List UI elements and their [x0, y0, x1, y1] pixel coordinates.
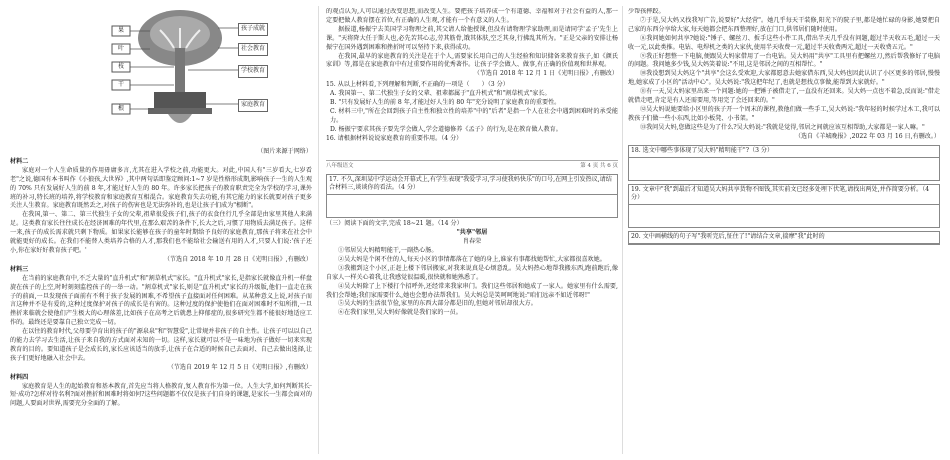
answer-box-19[interactable]: [629, 205, 939, 227]
story-para-5: ⑤吴大妈的生活很节俭,家里的东西大部分都是旧的,但她对邻居却很大方。: [338, 300, 537, 308]
footer-page-number: 第 4 页 共 6 页: [580, 162, 618, 169]
page-footer: [326, 160, 618, 171]
question-15-option-b: B. "只有发展好人生的前 8 年,才能过好人生的 80 年"充分说明了家庭教育的重要性。: [330, 99, 561, 107]
question-16: 16. 请根据材料说说家庭教育的重要作用。（4 分）: [326, 134, 463, 142]
label-school-education: 学校教育: [238, 65, 268, 78]
material-3-para-1: 在当前的家庭教育中,不乏大量的"直升机式"和"割草机式"家长。"直升机式"家长,是指家长就像直升机一样盘旋在孩子的上空,时时刻刻监控孩子的一举一动。"割草机式"家长,则是"直升机式"家长的升级版,他们一直走在孩子的前面,一旦发现孩子面前有不利于孩子发展的困难,不希望孩子直接面对任何困难。从某种意义上说,对孩子而言这种并不是有爱的,这种过度保护对孩子的成长是有害的。这种过度的保护使他们在面对困难时不知所措,一旦挫折来临就会使他们产生极大的心理落差,比如孩子在高考之后就患上抑郁症的,很多研究生都不能很好地适应工作的。最终还是要靠自己独立完成一切。: [10, 274, 312, 327]
material-4-para-2: 据报道,杨振宁去美国学习物理之前,其父请人给他授课,但没有请物理学家助理,而是请同学'孟子'先生上课。"天将降大任于斯人也,必先苦其心志,劳其筋骨,饿其体肤,空乏其身,行拂乱其所为。"正是父亲的安排让杨振宁在国外遇到困难和挫折时可以坚持下来,获得成功。: [326, 25, 618, 51]
question-19-box: [628, 184, 940, 229]
question-20-box: [628, 231, 940, 245]
question-17: 17. 不久,深圳某中学运动会开幕式上,有学生表现"我爱学习,学习使我妈快乐"的口号,在网上引发热议,请结合材料三,谈谈你的看法。（4 分）: [327, 175, 617, 196]
material-4-para-3: 在我国,最早的家庭教育的关注是在于个人,需要家长用自己的人生经验和知识储备来教育孩子,如《颜氏家训》等,都是在家庭教育中有过重要作用的优秀著作。让孩子学会做人、做事,有正确的价值观和世界观。: [326, 52, 618, 69]
story-para-10: ⑩我没想到吴大妈这个"共享"会这么受欢迎,大家都愿意去她家借东西,吴大妈也因此认识了小区更多的邻居,慢慢地,她家成了小区的"活动中心"。吴大妈说:"我这把年纪了,也就是想找点事做,能帮到大家就好。": [628, 70, 940, 87]
question-18: 18. 选文中哪些事体现了吴大妈"精明能干"?（3 分）: [629, 146, 939, 158]
answer-box-17[interactable]: [327, 195, 617, 217]
story-para-13: ⑬我问吴大妈,您做这些是为了什么?吴大妈说:"我就是觉得,邻居之间就应该互相帮助,大家都是一家人嘛。": [640, 123, 925, 131]
story-para-8: ⑧我问她如何共享?她说:"锤子、螺丝刀、扳手这些小件工具,借出半天几乎没有问题,超过半天收五毛,超过一天收一元,以此类推。电钻、电焊机之类的大家伙,使用半天收费一元,超过半天收费两元,超过一天收费五元。": [628, 34, 940, 51]
story-continued: 少帮孩摔跤。: [628, 8, 665, 15]
material-3-source: （节选自 2019 年 12 月 5 日《光明日报》,有删改）: [167, 363, 312, 371]
label-family-education: 家庭教育: [238, 99, 268, 112]
material-4-title: 材料四: [10, 373, 29, 381]
answer-box-18[interactable]: [629, 158, 939, 180]
education-tree-figure: [98, 8, 288, 148]
question-15-option-d: D. 杨振宁要求其孩子要先学会做人,学会道德修养《孟子》的行为,是在教育做人教育。: [330, 125, 562, 133]
story-author: 肖春荣: [462, 238, 482, 246]
material-4-para-1: 家庭教育是人生的起始教育和基本教育,首先应当将人格教育,复人教育作为第一位。人生大学,如何判断其长·短·成功?怎样对待名利?面对挫折和困难时将如何?这些问题都不仅仅是孩子们自身的课题,是家长一生都会面对的问题,人要面对世界,需要充分全面的了解。: [10, 382, 312, 408]
material-4-source: （节选自 2018 年 12 月 1 日《光明日报》,有删改）: [473, 70, 618, 78]
story-para-7: ⑦于是,吴大妈又找我写广告,说要好"大经营"。她几乎每天干装修,阳光下的院子里,都是她忙碌的身影,她要把自己家的东西分享给大家,每天她都会把东西整理好,放在门口,供邻居们随时使用。: [628, 16, 940, 33]
column-left: [10, 8, 312, 454]
tree-label-fruit: 果: [117, 27, 124, 34]
material-2-para-1: 家庭对一个人生命质量的作用毋庸多言,尤其在进入学校之前,功能更大。对此,中国人有"三岁看大,七岁看老"之说,德国有本书叫作《小狼孩,大世界》,其中两句话即鉴定顾问:1~7 岁是性格形成期,影响孩子一生的人生观的 70% 只有发展好人生的前 8 年,才能过好人生的 80 年。许多家长把孩子的教育职责完全为学校的学习,课外班的补习,特长班的培养,将学校教育和家庭教育互相混合。家庭教育失去功能,有其它能力的家长就要对孩子更多关注人生教育。家庭教育既然丢之,对孩子的伤害也是无法弥补的,也是让孩子们成为"根断"。: [10, 166, 312, 210]
story-title: "共享"邻居: [456, 229, 488, 237]
figure-caption: （图片来源于网络）: [257, 148, 312, 155]
story-para-11: ⑪有一天,吴大妈家里出来一个问题:她的一把锤子被借走了,一直没有还回来。吴大妈一点也不着急,反而说:"借走就借走吧,肯定是有人还需要用,等用完了会还回来的。": [628, 88, 940, 105]
question-19: 19. 文章中"我"到最后才知道吴大妈共享货物不图钱,其实前文已经多处埋下伏笔,请找出两处,并作简要分析。（4 分）: [629, 185, 939, 206]
material-2-title: 材料二: [10, 157, 29, 165]
material-3-title: 材料三: [10, 265, 29, 273]
question-20: 20. 文中画横线的句子写"我听完后,怔住了!"请结合文章,揣摩"我"此时的: [629, 232, 939, 244]
tree-label-branch: 枝: [117, 63, 124, 70]
column-divider: [622, 6, 623, 454]
label-child-achievement: 孩子成就: [238, 23, 268, 36]
question-15: 15. 从以上材料看,下列理解和判断,不正确的一项是（ ）（3 分）: [326, 81, 509, 89]
story-para-2: ②吴大妈是个闲不住的人,每天小区的事情都落在了她的身上,谁家有事都找她帮忙,大家都很喜欢她。: [338, 255, 606, 263]
column-middle: [326, 8, 618, 454]
material-2-para-2: 在我国,第一、第二、第三代独生子女的父辈,祖辈很爱孩子们,孩子的衣食住行几乎全部是由家里其他人来满足。这类教育家长往往成长在经济困难的年代里,在那么艰苦的条件下,长大之后,习惯了用物质去满足孩子。这样一来,孩子的成长需求就只剩下物质。如果家长能够在孩子的童年时期给予良好的家庭教育,那孩子将来在社会中就能更好的成长。在我们不能替人类培养合格的人才,那我们也不能给社会输送有用的人才,只要人们说:'孩子还小,你在家好好教育孩子吧。': [10, 211, 312, 254]
column-right: [628, 8, 940, 454]
story-para-4: ④吴大妈除了上下楼打个招呼外,还经常来我家串门。我们这些邻居和她成了一家人。她家里有什么需要,我们会帮她;我们家需要什么,她也会想办法帮我们。吴大妈总是笑呵呵地说:"咱们远亲不如近邻呀!": [326, 282, 618, 299]
question-18-box: [628, 145, 940, 181]
question-17-box: [326, 174, 618, 219]
story-para-6: ⑥在我们家里,吴大妈好像就是我们家的一员。: [338, 309, 462, 317]
story-para-9: ⑨我正好想整一下电脑,便跟吴大妈家借用了一台电钻。吴大妈用"共享"工具里有把螺丝刀,然后帮我修好了电脑的问题。我问她多少钱,吴大妈笑着说:"不用,这是邻居之间的互相帮忙。": [628, 52, 940, 69]
material-3-para-2: 在以往的教育时代,父母要孕育出的孩子的"源泉泉"和"智慧爱",让常规并非孩子的自主性。让孩子可以以自己的能力去学习去生活,让孩子来自我的方式面对未知的一切。这样,家长就可以不是一味地为孩子做好一切来实现教育的目的。要知道孩子是会成长的,家长应该适当的放手,让孩子在合适的时候自己去面对、自己去做出选择,让孩子们更好地融入社会中去。: [10, 328, 312, 362]
tree-label-root: 根: [117, 105, 124, 112]
column-divider: [318, 6, 319, 454]
footer-subject: 八年级语文: [326, 162, 354, 169]
material-2-source: （节选自 2018 年 10 月 28 日《光明日报》,有删改）: [163, 255, 312, 263]
story-para-3: ③我搬到这个小区,正赶上楼下邻居搬家,对我来说真是心烦意乱。吴大妈热心地帮我搬东西,跑前跑后,像自家人一样关心着我,让我感觉很温暖,很快就和她熟悉了。: [326, 264, 618, 281]
tree-label-trunk: 干: [117, 81, 124, 88]
story-para-12: ⑫吴大妈说她要给小区里的孩子开一个周末的课程,教他们做一些手工,吴大妈说:"我年轻的时候学过木工,我可以教孩子们做一些小东西,比如小板凳、小书架。": [628, 105, 940, 122]
material-4-continued: 的观点认为,人可以通过改变思想,而改变人生。要把孩子培养成一个有道德、幸福和对于社会有益的人,那一定要把做人教育摆在首位,有正确的人生观,才能有一个有意义的人生。: [326, 8, 618, 24]
question-15-option-c: C. 材料三中,"所在会回到孩子自主性和独立性的培养"中的"后者"是指一个人在社会中遇到困难时的承受能力。: [330, 107, 618, 124]
label-social-education: 社会教育: [238, 43, 268, 56]
answer-space-16[interactable]: [326, 144, 618, 158]
question-15-option-a: A. 我国第一、第二代独生子女的父辈、祖辈都属于"直升机式"和"割草机式"家长。: [330, 90, 551, 98]
story-source: （选自《羊城晚报》,2022 年 03 月 16 日,有删改。）: [794, 132, 940, 140]
tree-label-leaf: 叶: [117, 45, 124, 52]
section-3-instruction: （三）阅读下面的文字,完成 18~21 题。（14 分）: [326, 220, 463, 228]
story-para-1: ①邻居吴大妈精明能干,一副热心肠。: [338, 247, 438, 255]
